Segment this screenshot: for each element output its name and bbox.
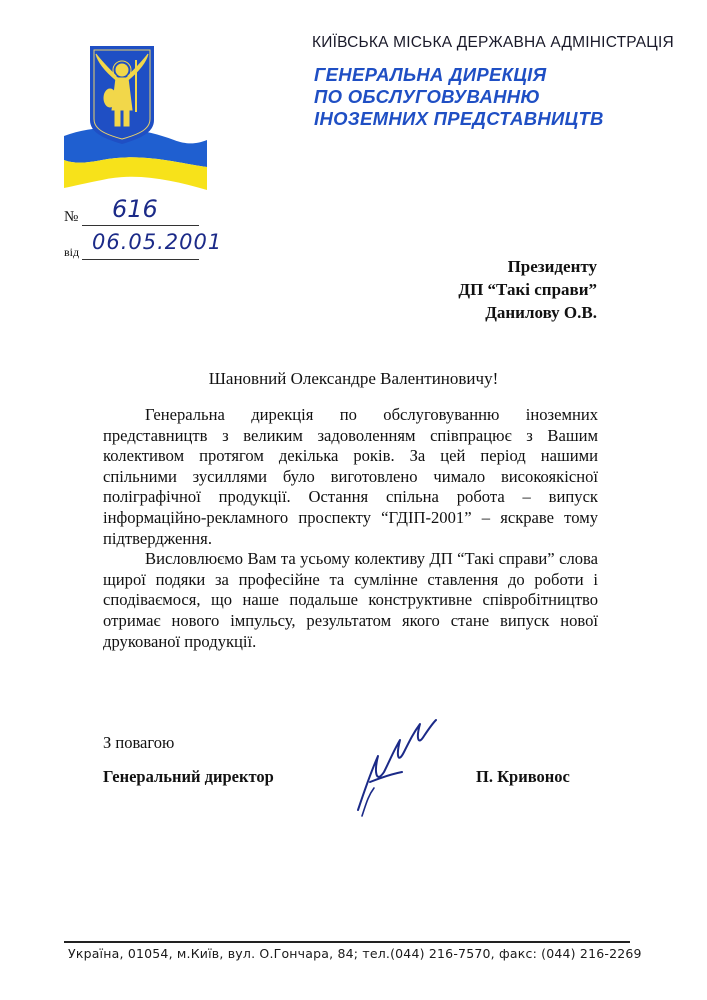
letter-body: [103, 405, 598, 652]
footer-divider: [64, 941, 630, 943]
salutation: Шановний Олександре Валентиновичу!: [208, 369, 499, 388]
kyiv-coat-of-arms-icon: [62, 40, 222, 190]
number-label: №: [64, 209, 79, 225]
handwritten-number: 616: [112, 195, 158, 223]
closing-regards: З повагою: [103, 733, 175, 752]
addressee-company: ДП “Такі справи”: [458, 280, 597, 299]
signature-icon: [340, 712, 450, 822]
handwritten-date: 06.05.2001: [92, 230, 223, 254]
authority-name: КИЇВСЬКА МІСЬКА ДЕРЖАВНА АДМІНІСТРАЦІЯ: [312, 34, 674, 51]
signer-position: Генеральний директор: [103, 767, 274, 786]
directorate-line-1: ГЕНЕРАЛЬНА ДИРЕКЦІЯ: [314, 64, 547, 85]
footer-address: Україна, 01054, м.Київ, вул. О.Гончара, 84; тел.(044) 216-7570, факс: (044) 216-2269: [68, 946, 642, 961]
signer-name: П. Кривонос: [476, 767, 570, 786]
body-paragraph-2: Висловлюємо Вам та усьому колективу ДП “Такі справи” слова щирої подяки за професійне та сумлінне ставлення до роботи і сподіваємося, що наше подальше конструктивне співробітництво отримає нового імпульсу, результатом якого стане випуск нової друкованої продукції.: [103, 549, 598, 651]
date-label: від: [64, 245, 80, 259]
body-paragraph-1: Генеральна дирекція по обслуговуванню іноземних представництв з великим задоволенням співпрацює з Вашим колективом протягом декілька років. За цей період нашими спільними зусиллями було виготовлено чимало високоякісної поліграфічної продукції. Остання спільна робота – випуск інформаційно-рекламного проспекту “ГДІП-2001” – яскраве тому підтвердження.: [103, 405, 598, 548]
addressee-name: Данилову О.В.: [485, 303, 597, 322]
directorate-line-2: ПО ОБСЛУГОВУВАННЮ: [314, 86, 541, 107]
addressee-title: Президенту: [507, 257, 597, 276]
number-underline: [82, 225, 199, 226]
addressee-block: [458, 255, 597, 324]
directorate-name: [314, 64, 604, 130]
directorate-line-3: ІНОЗЕМНИХ ПРЕДСТАВНИЦТВ: [314, 108, 604, 129]
date-underline: [82, 259, 199, 260]
